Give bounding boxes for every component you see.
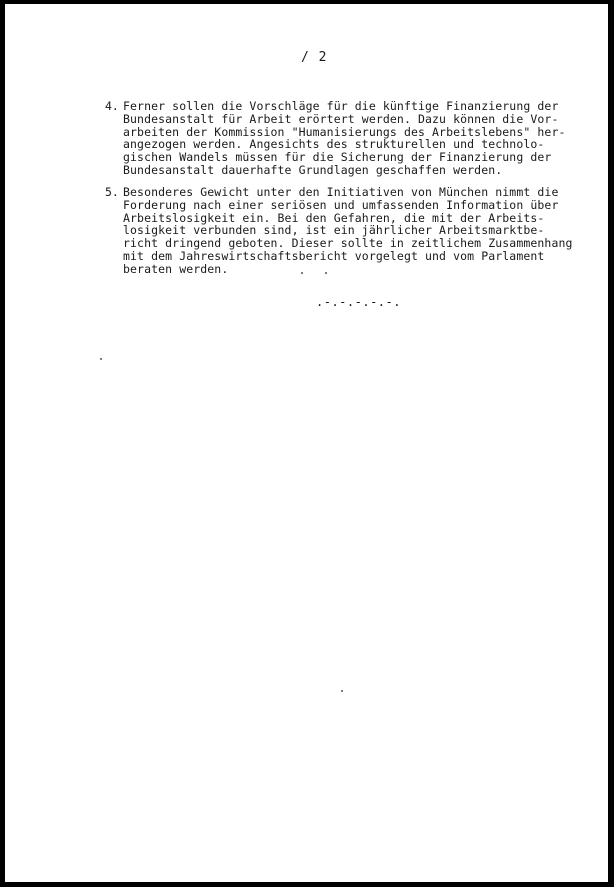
paragraph-line: Forderung nach einer seriösen und umfassenden Information über — [123, 197, 559, 212]
item-number: 5. — [105, 185, 119, 199]
paragraph-line: Besonderes Gewicht unter den Initiativen von München nimmt die — [123, 185, 559, 199]
paragraph-line: angezogen werden. Angesichts des strukturellen und technolo- — [123, 137, 545, 152]
paragraph-line: beraten werden. — [123, 261, 229, 276]
paragraph-line: Bundesanstalt dauerhafte Grundlagen geschaffen werden. — [123, 162, 503, 177]
end-separator: .-.-.-.-.-. — [316, 295, 401, 309]
paragraph-line: gischen Wandels müssen für die Sicherung der Finanzierung der — [123, 150, 552, 165]
scan-speck — [100, 358, 102, 360]
scan-speck — [325, 272, 327, 274]
paragraph-line: arbeiten der Kommission "Humanisierungs des Arbeitslebens" her- — [123, 124, 566, 139]
paragraph-line: Ferner sollen die Vorschläge für die künftige Finanzierung der — [123, 99, 559, 113]
paragraph-line: Bundesanstalt für Arbeit erörtert werden. Dazu können die Vor- — [123, 111, 559, 126]
item-number: 4. — [105, 99, 119, 113]
page-number: / 2 — [301, 50, 328, 65]
paragraph-line: losigkeit verbunden sind, ist ein jährlicher Arbeitsmarktbe- — [123, 223, 545, 238]
scan-speck — [301, 272, 303, 274]
list-item-5 — [105, 186, 595, 276]
scan-speck — [341, 690, 343, 692]
document-page — [5, 4, 608, 882]
paragraph-line: richt dringend geboten. Dieser sollte in zeitlichem Zusammenhang — [123, 236, 573, 251]
paragraph-line: mit dem Jahreswirtschaftsbericht vorgelegt und vom Parlament — [123, 248, 545, 263]
paragraph-line: Arbeitslosigkeit ein. Bei den Gefahren, die mit der Arbeits- — [123, 210, 545, 225]
list-item-4 — [105, 100, 595, 177]
